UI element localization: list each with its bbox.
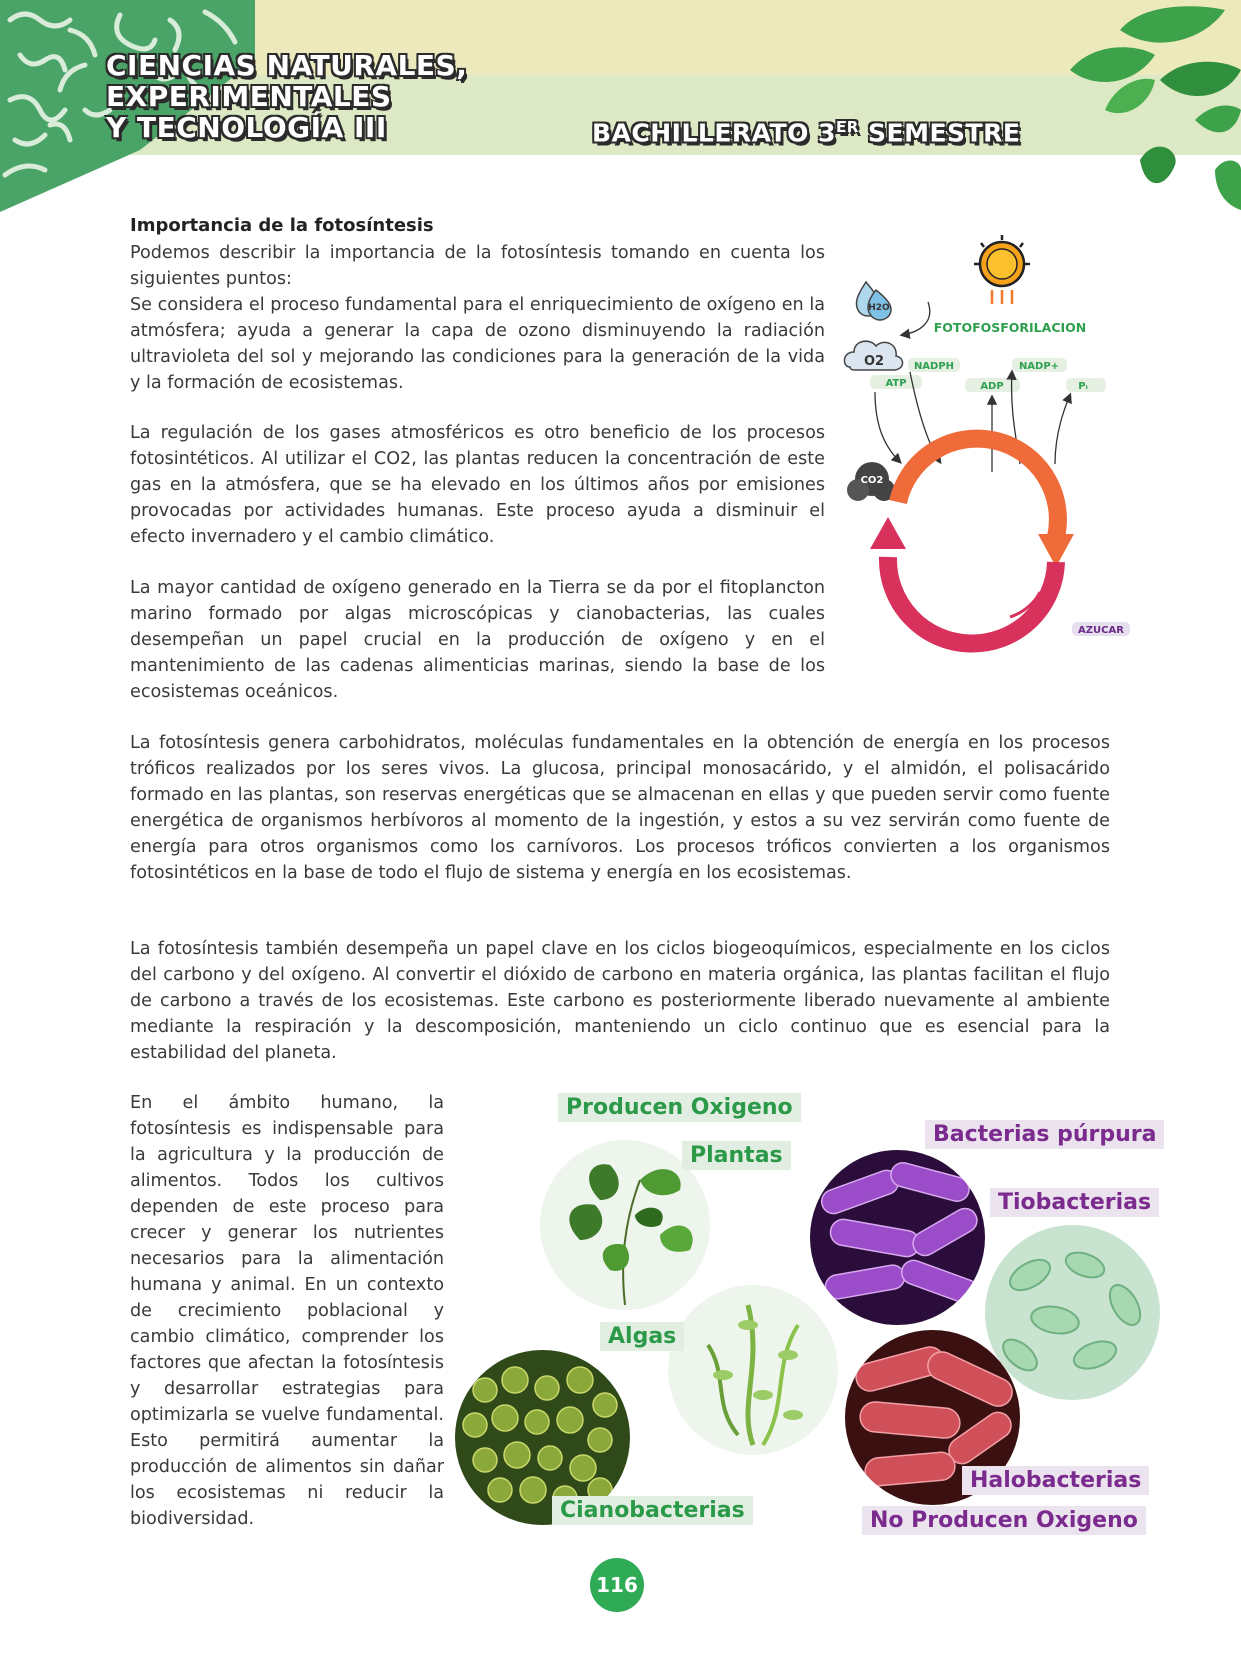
leaves-decoration xyxy=(1065,0,1241,215)
purple-bacteria-icon xyxy=(810,1150,985,1325)
algae-tag: Algas xyxy=(600,1322,684,1351)
sun-icon xyxy=(974,235,1030,304)
cloud-icon xyxy=(844,341,902,370)
pi-label: Pᵢ xyxy=(1078,381,1088,392)
paragraph-oxygen: Se considera el proceso fundamental para el enriquecimiento de oxígeno en la atmósfera; ayuda a generar la capa de ozono disminuyendo la radiación ultravioleta del sol y mejorando las condiciones para la generación de la vida y la formación de ecosistemas. xyxy=(130,295,825,393)
book-title-line-3: Y TECNOLOGÍA III xyxy=(106,111,387,144)
purple-bacteria-image xyxy=(810,1150,985,1325)
grade-label-end: SEMESTRE xyxy=(858,118,1021,148)
arrow-to-o2 xyxy=(902,302,930,335)
water-drop-icon xyxy=(856,282,891,320)
paragraph-cycles: La fotosíntesis también desempeña un papel clave en los ciclos biogeoquímicos, especialmente en los ciclos del carbono y del oxígeno. Al convertir el dióxido de carbono en materia orgánica, las plantas facilitan el flujo de carbono a través de los ecosistemas. Este carbono es posteriormente liberado nuevamente al ambiente mediante la respiración y la descomposición, manteniendo un ciclo continuo que es esencial para la estabilidad del planeta. xyxy=(130,939,1110,1063)
fotofosforilacion-label: FOTOFOSFORILACION xyxy=(933,320,1087,335)
book-title-line-2: EXPERIMENTALES xyxy=(106,80,392,113)
paragraph-gases: La regulación de los gases atmosféricos es otro beneficio de los procesos fotosintéticos. Al utilizar el CO2, las plantas reducen la concentración de este gas en la atmósfera, que se ha elevado en los últimos años por emisiones provocadas por actividades humanas. Este proceso ayuda a disminuir el efecto invernadero y el cambio climático. xyxy=(130,423,825,547)
purple-bacteria-tag: Bacterias púrpura xyxy=(925,1120,1164,1149)
azucar-label: AZUCAR xyxy=(1078,625,1124,636)
produce-oxygen-tag: Producen Oxigeno xyxy=(558,1093,801,1122)
cycle-arrowhead-left xyxy=(870,517,906,549)
co2-cloud-icon xyxy=(847,462,895,501)
cycle-top-arc xyxy=(898,439,1058,537)
book-title-line-1: CIENCIAS NATURALES, xyxy=(106,49,468,82)
halobacteria-tag: Halobacterias xyxy=(962,1466,1149,1495)
photosynthesis-diagram xyxy=(840,232,1150,682)
grade-label xyxy=(592,118,1020,147)
h2o-label: H2O xyxy=(868,303,890,313)
co2-label: CO2 xyxy=(860,475,884,486)
adp-label: ADP xyxy=(980,381,1004,392)
page-number: 116 xyxy=(590,1558,644,1612)
algae-image xyxy=(668,1285,838,1455)
thiobacteria-icon xyxy=(985,1225,1160,1400)
grade-label-sup: ER xyxy=(835,118,859,136)
algae-icon xyxy=(668,1285,838,1455)
thiobacteria-image xyxy=(985,1225,1160,1400)
cycle-bottom-arc xyxy=(888,557,1056,644)
book-title xyxy=(106,50,467,143)
section-heading: Importancia de la fotosíntesis xyxy=(130,215,434,236)
grade-label-main: BACHILLERATO 3 xyxy=(592,118,836,148)
paragraph-human: En el ámbito humano, la fotosíntesis es indispensable para la agricultura y la producción de alimentos. Todos los cultivos dependen de este proceso para crecer y generar los nutrientes necesarios para la alimentación humana y animal. En un contexto de crecimiento poblacional y cambio climático, comprender los factores que afectan la fotosíntesis y desarrollar estrategias para optimizarla se vuelve fundamental. Esto permitirá aumentar la producción de alimentos sin dañar los ecosistemas ni reducir la biodiversidad. xyxy=(130,1093,444,1529)
thiobacteria-tag: Tiobacterias xyxy=(990,1188,1159,1217)
atp-label: ATP xyxy=(885,378,907,389)
paragraph-phytoplankton: La mayor cantidad de oxígeno generado en la Tierra se da por el fitoplancton marino formado por algas microscópicas y cianobacterias, las cuales desempeñan un papel crucial en la producción de oxígeno y en el mantenimiento de las cadenas alimenticias marinas, siendo la base de los ecosistemas oceánicos. xyxy=(130,578,825,702)
cyanobacteria-tag: Cianobacterias xyxy=(552,1496,753,1525)
nadp-label: NADP+ xyxy=(1018,361,1060,372)
plants-tag: Plantas xyxy=(682,1141,791,1170)
nadph-label: NADPH xyxy=(913,361,955,372)
o2-label: O2 xyxy=(863,354,885,369)
paragraph-intro: Podemos describir la importancia de la fotosíntesis tomando en cuenta los siguientes puntos: xyxy=(130,243,825,289)
no-oxygen-tag: No Producen Oxigeno xyxy=(862,1506,1146,1535)
paragraph-carbohydrates: La fotosíntesis genera carbohidratos, moléculas fundamentales en la obtención de energía en los procesos tróficos realizados por los seres vivos. La glucosa, principal monosacárido, y el almidón, el polisacárido formado en las plantas, son reservas energéticas que se almacenan en ellas y que pueden servir como fuente energética de organismos herbívoros al momento de la ingestión, y estos a su vez servirán como fuente de energía para otros organismos como los carnívoros. Los procesos tróficos convierten a los organismos fotosintéticos en la base de todo el flujo de sistema y energía en los ecosistemas. xyxy=(130,733,1110,883)
